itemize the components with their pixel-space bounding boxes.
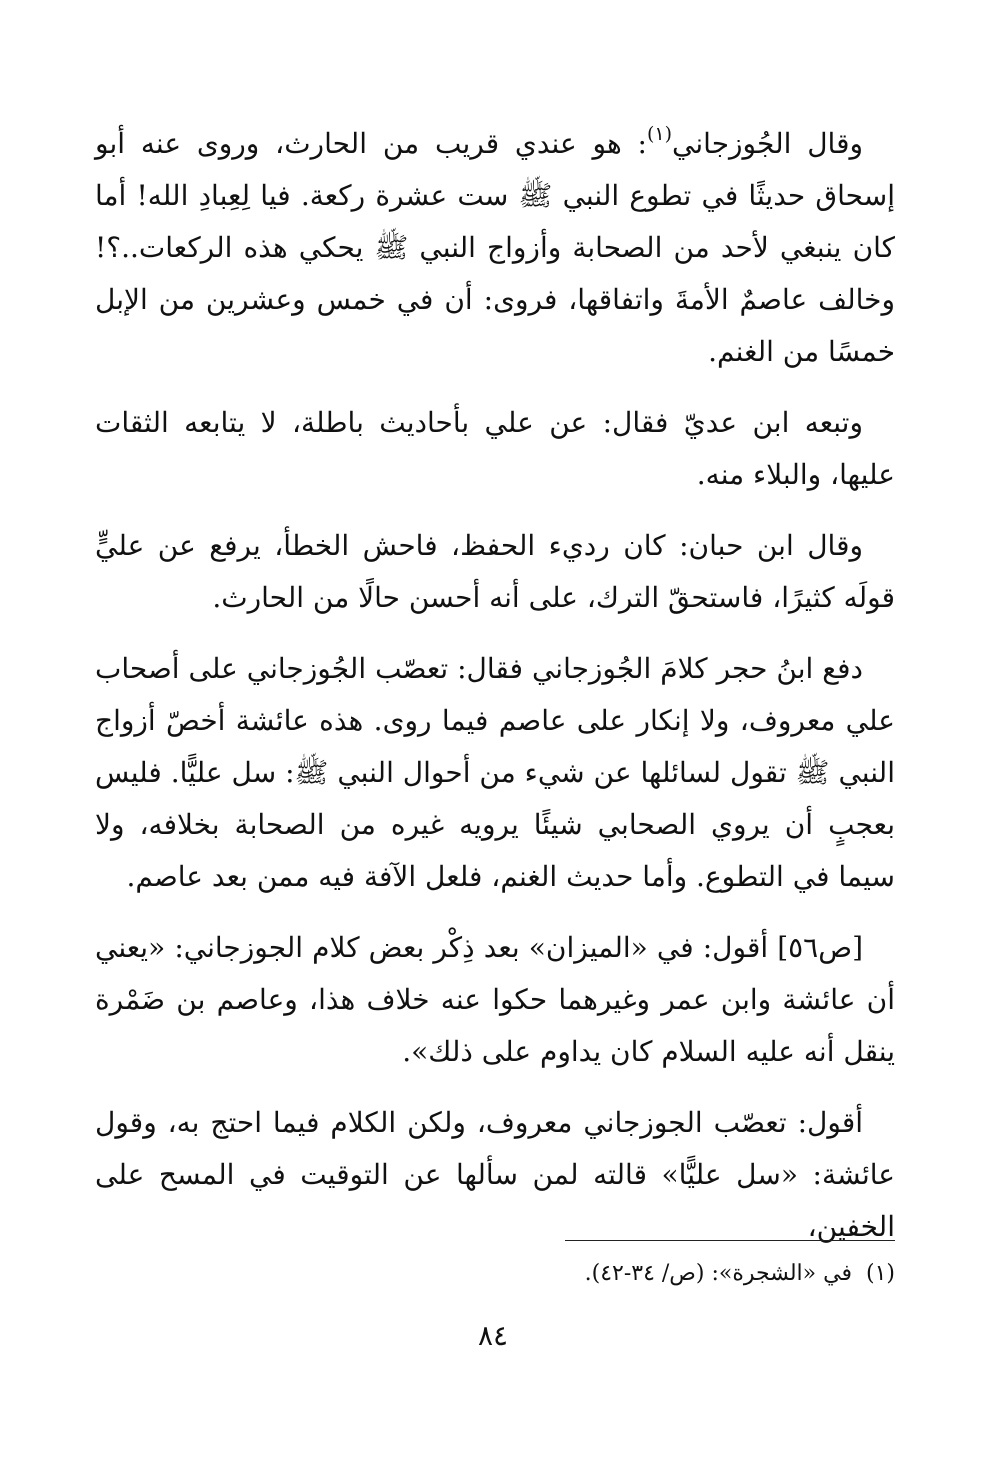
footnote [420, 1258, 895, 1290]
footnote-marker[interactable]: (١) [646, 123, 673, 145]
footnote-number: (١) [865, 1261, 895, 1286]
page-number: ٨٤ [477, 1319, 509, 1352]
paragraph-3: وقال ابن حبان: كان رديء الحفظ، فاحش الخطأ، يرفع عن عليٍّ قولَه كثيرًا، فاستحقّ الترك، على أنه أحسن حالًا من الحارث. [95, 529, 895, 614]
paragraph-1 [95, 118, 895, 378]
paragraph-1-lead: وقال الجُوزجاني [672, 127, 863, 160]
footnote-text: في «الشجرة»: (ص/ ٣٤-٤٢). [584, 1261, 852, 1286]
paragraph-6: أقول: تعصّب الجوزجاني معروف، ولكن الكلام فيما احتج به، وقول عائشة: «سل عليًّا» قالته لمن سألها عن التوقيت في المسح على الخفين، [95, 1106, 895, 1243]
paragraph-4: دفع ابنُ حجر كلامَ الجُوزجاني فقال: تعصّب الجُوزجاني على أصحاب علي معروف، ولا إنكار على عاصم فيما روى. هذه عائشة أخصّ أزواج النبي ﷺ تقول لسائلها عن شيء من أحوال النبي ﷺ: سل عليًّا. فليس بعجبٍ أن يروي الصحابي شيئًا يرويه غيره من الصحابة بخلافه، ولا سيما في التطوع. وأما حديث الغنم، فلعل الآفة فيه ممن بعد عاصم. [95, 652, 895, 893]
paragraph-2: وتبعه ابن عديّ فقال: عن علي بأحاديث باطلة، لا يتابعه الثقات عليها، والبلاء منه. [95, 406, 895, 491]
footnote-divider [565, 1240, 895, 1241]
paragraph-5: [ص٥٦] أقول: في «الميزان» بعد ذِكْر بعض كلام الجوزجاني: «يعني أن عائشة وابن عمر وغيرهما حكوا عنه خلاف هذا، وعاصم بن ضَمْرة ينقل أنه عليه السلام كان يداوم على ذلك». [95, 931, 895, 1068]
main-text [95, 118, 895, 1272]
paragraph-1-text: : هو عندي قريب من الحارث، وروى عنه أبو إسحاق حديثًا في تطوع النبي ﷺ ست عشرة ركعة. فيا لِعِبادِ الله! أما كان ينبغي لأحد من الصحابة وأزواج النبي ﷺ يحكي هذه الركعات..؟! وخالف عاصمٌ الأمةَ واتفاقها، فروى: أن في خمس وعشرين من الإبل خمسًا من الغنم. [95, 127, 895, 368]
